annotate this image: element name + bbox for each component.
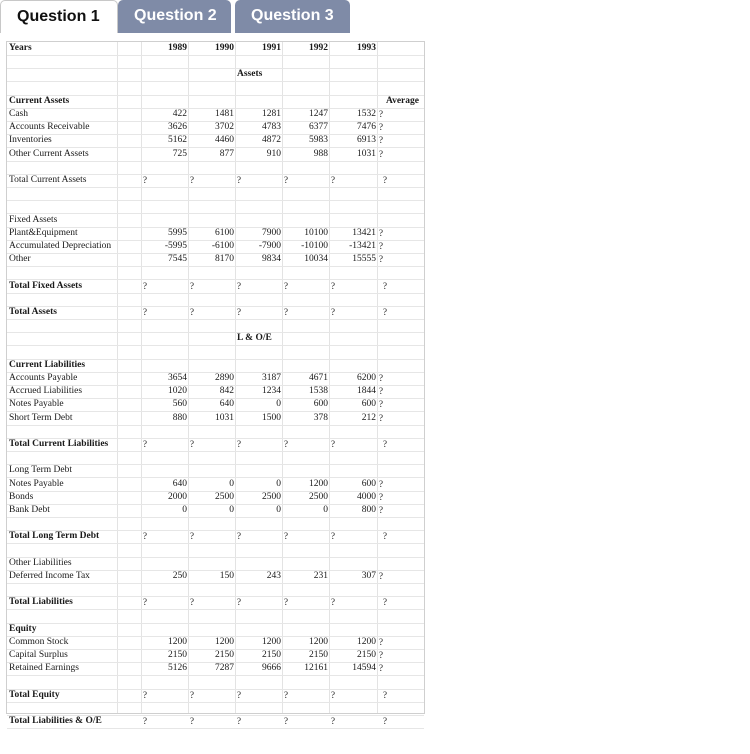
table-row [7, 227, 424, 241]
value-cell[interactable]: 1200 [309, 637, 328, 647]
average-cell[interactable]: ? [379, 650, 383, 661]
value-cell[interactable]: 600 [361, 399, 376, 410]
table-row [7, 715, 424, 729]
total-row-label: Total Equity [9, 689, 60, 700]
average-cell[interactable]: ? [379, 373, 383, 383]
table-row [7, 293, 424, 307]
table-row [7, 134, 424, 148]
table-row [7, 596, 424, 610]
average-cell[interactable]: ? [379, 386, 383, 397]
table-row [7, 451, 424, 465]
value-cell[interactable]: 725 [172, 148, 187, 159]
average-cell[interactable]: ? [379, 478, 383, 489]
value-cell[interactable]: 640 [172, 478, 187, 489]
value-cell[interactable]: 2150 [309, 650, 328, 661]
value-cell[interactable]: 14594 [352, 663, 376, 674]
value-cell[interactable]: 1532 [357, 109, 376, 119]
average-cell[interactable]: ? [379, 109, 383, 119]
value-cell[interactable]: 2500 [215, 491, 234, 502]
section-title: Assets [237, 69, 263, 80]
value-cell[interactable]: 5983 [309, 135, 328, 146]
table-row [7, 662, 424, 676]
row-label: Inventories [9, 135, 52, 146]
table-row [7, 214, 424, 228]
balance-sheet-table [6, 41, 425, 727]
value-cell[interactable]: 5995 [168, 227, 187, 238]
table-row [7, 174, 424, 188]
value-cell[interactable]: 9834 [262, 254, 281, 265]
total-average-cell[interactable]: ? [383, 716, 387, 727]
table-row [7, 425, 424, 439]
table-row [7, 649, 424, 663]
total-cell[interactable]: ? [237, 689, 241, 700]
total-cell[interactable]: ? [284, 280, 288, 291]
row-label: Current Assets [9, 95, 70, 106]
value-cell[interactable]: 877 [219, 148, 234, 159]
total-row-label: Total Liabilities [9, 597, 73, 608]
table-row [7, 55, 424, 69]
table-row [7, 266, 424, 280]
row-label: Other [9, 254, 31, 265]
average-cell[interactable]: ? [379, 412, 383, 423]
table-row [7, 306, 424, 320]
table-row [7, 346, 424, 360]
total-cell[interactable]: ? [237, 280, 241, 291]
table-row [7, 464, 424, 478]
table-row [7, 557, 424, 571]
total-cell[interactable]: ? [143, 597, 147, 608]
total-cell[interactable]: ? [284, 307, 288, 317]
table-row [7, 610, 424, 624]
row-label: Short Term Debt [9, 412, 73, 423]
value-cell[interactable]: 422 [172, 109, 187, 119]
value-cell[interactable]: 1500 [262, 412, 281, 423]
value-cell[interactable]: 4783 [262, 122, 281, 133]
row-label: Notes Payable [9, 478, 64, 489]
total-average-cell[interactable]: ? [383, 280, 387, 291]
total-row-label: Total Long Term Debt [9, 531, 100, 542]
total-cell[interactable]: ? [331, 280, 335, 291]
value-cell[interactable]: 560 [172, 399, 187, 410]
value-cell[interactable]: -10100 [301, 241, 328, 251]
value-cell[interactable]: 7476 [357, 122, 376, 133]
total-cell[interactable]: ? [190, 531, 194, 542]
total-cell[interactable]: ? [331, 175, 335, 185]
table-row [7, 95, 424, 109]
row-label: Accrued Liabilities [9, 386, 83, 397]
value-cell[interactable]: -7900 [258, 241, 281, 251]
table-row [7, 689, 424, 703]
value-cell[interactable]: 600 [313, 399, 328, 410]
total-cell[interactable]: ? [331, 597, 335, 608]
table-row [7, 187, 424, 201]
value-cell[interactable]: 231 [313, 571, 328, 581]
value-cell[interactable]: 1844 [357, 386, 376, 397]
table-row [7, 570, 424, 584]
total-cell[interactable]: ? [237, 307, 241, 317]
value-cell[interactable]: 0 [276, 505, 281, 515]
total-cell[interactable]: ? [237, 597, 241, 608]
value-cell[interactable]: 0 [229, 478, 234, 489]
total-average-cell[interactable]: ? [383, 307, 387, 317]
value-cell[interactable]: 2500 [262, 491, 281, 502]
year-header: 1990 [215, 43, 234, 53]
total-average-cell[interactable]: ? [383, 175, 387, 185]
row-label: Accumulated Depreciation [9, 241, 112, 251]
total-cell[interactable]: ? [143, 716, 147, 727]
table-row [7, 42, 424, 56]
value-cell[interactable]: 6200 [357, 373, 376, 383]
value-cell[interactable]: 0 [276, 399, 281, 410]
average-header: Average [385, 95, 419, 106]
value-cell[interactable]: 0 [276, 478, 281, 489]
total-cell[interactable]: ? [284, 175, 288, 185]
row-label: Accounts Payable [9, 373, 78, 383]
value-cell[interactable]: 7900 [262, 227, 281, 238]
value-cell[interactable]: 1200 [357, 637, 376, 647]
table-row [7, 583, 424, 597]
table-row [7, 108, 424, 122]
total-cell[interactable]: ? [190, 716, 194, 727]
value-cell[interactable]: 2150 [215, 650, 234, 661]
table-row [7, 544, 424, 558]
value-cell[interactable]: 1031 [357, 148, 376, 159]
total-cell[interactable]: ? [331, 439, 335, 449]
total-cell[interactable]: ? [284, 689, 288, 700]
value-cell[interactable]: 2000 [168, 491, 187, 502]
value-cell[interactable]: -13421 [349, 241, 376, 251]
total-row-label: Total Fixed Assets [9, 280, 83, 291]
years-label: Years [9, 43, 32, 53]
average-cell[interactable]: ? [379, 399, 383, 410]
row-label: Cash [9, 109, 28, 119]
average-cell[interactable]: ? [379, 241, 383, 251]
table-row [7, 253, 424, 267]
value-cell[interactable]: 1481 [215, 109, 234, 119]
total-cell[interactable]: ? [143, 280, 147, 291]
value-cell[interactable]: 243 [266, 571, 281, 581]
total-cell[interactable]: ? [190, 175, 194, 185]
table-row [7, 148, 424, 162]
total-cell[interactable]: ? [284, 531, 288, 542]
total-cell[interactable]: ? [190, 280, 194, 291]
value-cell[interactable]: 2150 [357, 650, 376, 661]
value-cell[interactable]: 2500 [309, 491, 328, 502]
value-cell[interactable]: 1281 [262, 109, 281, 119]
table-row [7, 636, 424, 650]
total-cell[interactable]: ? [284, 439, 288, 449]
value-cell[interactable]: 1234 [262, 386, 281, 397]
value-cell[interactable]: 0 [323, 505, 328, 515]
table-row [7, 398, 424, 412]
table-row [7, 68, 424, 82]
table-row [7, 332, 424, 346]
value-cell[interactable]: 9666 [262, 663, 281, 674]
year-header: 1992 [309, 43, 328, 53]
value-cell[interactable]: 4000 [357, 491, 376, 502]
value-cell[interactable]: 13421 [352, 227, 376, 238]
row-label: Accounts Receivable [9, 122, 90, 133]
average-cell[interactable]: ? [379, 571, 383, 581]
table-row [7, 504, 424, 518]
value-cell[interactable]: 842 [219, 386, 234, 397]
value-cell[interactable]: 15555 [352, 254, 376, 265]
tab-question-1[interactable]: Question 1 [0, 0, 118, 33]
total-row-label: Total Assets [9, 307, 57, 317]
tab-question-2[interactable]: Question 2 [118, 0, 231, 33]
total-cell[interactable]: ? [190, 689, 194, 700]
value-cell[interactable]: 4460 [215, 135, 234, 146]
table-row [7, 161, 424, 175]
value-cell[interactable]: 1020 [168, 386, 187, 397]
average-cell[interactable]: ? [379, 505, 383, 515]
value-cell[interactable]: 378 [313, 412, 328, 423]
value-cell[interactable]: 3702 [215, 122, 234, 133]
total-cell[interactable]: ? [143, 531, 147, 542]
average-cell[interactable]: ? [379, 135, 383, 146]
total-cell[interactable]: ? [237, 716, 241, 727]
total-cell[interactable]: ? [190, 439, 194, 449]
year-header: 1991 [262, 43, 281, 53]
table-row [7, 623, 424, 637]
total-cell[interactable]: ? [143, 439, 147, 449]
row-label: Fixed Assets [9, 214, 58, 225]
value-cell[interactable]: 600 [361, 478, 376, 489]
average-cell[interactable]: ? [379, 254, 383, 265]
total-cell[interactable]: ? [331, 689, 335, 700]
value-cell[interactable]: 988 [313, 148, 328, 159]
total-cell[interactable]: ? [284, 716, 288, 727]
average-cell[interactable]: ? [379, 122, 383, 133]
table-row [7, 478, 424, 492]
value-cell[interactable]: -6100 [211, 241, 234, 251]
value-cell[interactable]: 2150 [168, 650, 187, 661]
value-cell[interactable]: 3187 [262, 373, 281, 383]
value-cell[interactable]: 7545 [168, 254, 187, 265]
average-cell[interactable]: ? [379, 491, 383, 502]
total-cell[interactable]: ? [284, 597, 288, 608]
table-row [7, 385, 424, 399]
total-cell[interactable]: ? [143, 307, 147, 317]
value-cell[interactable]: 0 [182, 505, 187, 515]
total-cell[interactable]: ? [143, 689, 147, 700]
average-cell[interactable]: ? [379, 637, 383, 647]
row-label: Plant&Equipment [9, 227, 78, 238]
row-label: Bank Debt [9, 505, 50, 515]
value-cell[interactable]: 800 [361, 505, 376, 515]
value-cell[interactable]: 880 [172, 412, 187, 423]
row-label: Bonds [9, 491, 34, 502]
value-cell[interactable]: 10034 [304, 254, 328, 265]
table-row [7, 359, 424, 373]
table-row [7, 200, 424, 214]
value-cell[interactable]: 1247 [309, 109, 328, 119]
value-cell[interactable]: 2150 [262, 650, 281, 661]
value-cell[interactable]: 7287 [215, 663, 234, 674]
value-cell[interactable]: 3654 [168, 373, 187, 383]
total-cell[interactable]: ? [237, 531, 241, 542]
value-cell[interactable]: 4671 [309, 373, 328, 383]
section-title: L & O/E [237, 333, 272, 344]
average-cell[interactable]: ? [379, 663, 383, 674]
table-row [7, 240, 424, 254]
value-cell[interactable]: 212 [361, 412, 376, 423]
year-header: 1993 [357, 43, 376, 53]
total-average-cell[interactable]: ? [383, 689, 387, 700]
value-cell[interactable]: 5126 [168, 663, 187, 674]
tab-question-3[interactable]: Question 3 [235, 0, 350, 33]
total-cell[interactable]: ? [237, 175, 241, 185]
row-label: Current Liabilities [9, 359, 86, 370]
value-cell[interactable]: 910 [266, 148, 281, 159]
total-average-cell[interactable]: ? [383, 531, 387, 542]
total-cell[interactable]: ? [331, 716, 335, 727]
row-label: Common Stock [9, 637, 69, 647]
row-label: Notes Payable [9, 399, 64, 410]
total-row-label: Total Current Liabilities [9, 439, 109, 449]
table-row [7, 517, 424, 531]
table-row [7, 319, 424, 333]
value-cell[interactable]: 1200 [262, 637, 281, 647]
value-cell[interactable]: 1200 [168, 637, 187, 647]
total-row-label: Total Liabilities & O/E [9, 716, 102, 727]
value-cell[interactable]: 1538 [309, 386, 328, 397]
row-label: Deferred Income Tax [9, 571, 90, 581]
value-cell[interactable]: 4872 [262, 135, 281, 146]
table-row [7, 121, 424, 135]
value-cell[interactable]: 1031 [215, 412, 234, 423]
total-cell[interactable]: ? [190, 307, 194, 317]
row-label: Retained Earnings [9, 663, 79, 674]
table-row [7, 530, 424, 544]
total-cell[interactable]: ? [237, 439, 241, 449]
row-label: Equity [9, 623, 37, 634]
row-label: Other Liabilities [9, 557, 72, 568]
question-tabs [0, 0, 750, 34]
average-cell[interactable]: ? [379, 148, 383, 159]
value-cell[interactable]: 6100 [215, 227, 234, 238]
total-row-label: Total Current Assets [9, 175, 87, 185]
value-cell[interactable]: 1200 [309, 478, 328, 489]
value-cell[interactable]: 250 [172, 571, 187, 581]
table-row [7, 412, 424, 426]
value-cell[interactable]: -5995 [164, 241, 187, 251]
row-label: Capital Surplus [9, 650, 68, 661]
table-row [7, 438, 424, 452]
average-cell[interactable]: ? [379, 227, 383, 238]
total-cell[interactable]: ? [331, 531, 335, 542]
row-label: Other Current Assets [9, 148, 89, 159]
value-cell[interactable]: 12161 [304, 663, 328, 674]
value-cell[interactable]: 150 [219, 571, 234, 581]
total-average-cell[interactable]: ? [383, 439, 387, 449]
value-cell[interactable]: 2890 [215, 373, 234, 383]
total-cell[interactable]: ? [331, 307, 335, 317]
value-cell[interactable]: 10100 [304, 227, 328, 238]
year-header: 1989 [168, 43, 187, 53]
value-cell[interactable]: 8170 [215, 254, 234, 265]
row-label: Long Term Debt [9, 465, 73, 476]
value-cell[interactable]: 0 [229, 505, 234, 515]
table-row [7, 82, 424, 96]
table-row [7, 702, 424, 716]
table-row [7, 280, 424, 294]
value-cell[interactable]: 6377 [309, 122, 328, 133]
value-cell[interactable]: 3626 [168, 122, 187, 133]
value-cell[interactable]: 640 [219, 399, 234, 410]
total-cell[interactable]: ? [190, 597, 194, 608]
table-row [7, 491, 424, 505]
value-cell[interactable]: 307 [361, 571, 376, 581]
value-cell[interactable]: 5162 [168, 135, 187, 146]
value-cell[interactable]: 1200 [215, 637, 234, 647]
total-cell[interactable]: ? [143, 175, 147, 185]
value-cell[interactable]: 6913 [357, 135, 376, 146]
table-row [7, 676, 424, 690]
total-average-cell[interactable]: ? [383, 597, 387, 608]
table-row [7, 372, 424, 386]
